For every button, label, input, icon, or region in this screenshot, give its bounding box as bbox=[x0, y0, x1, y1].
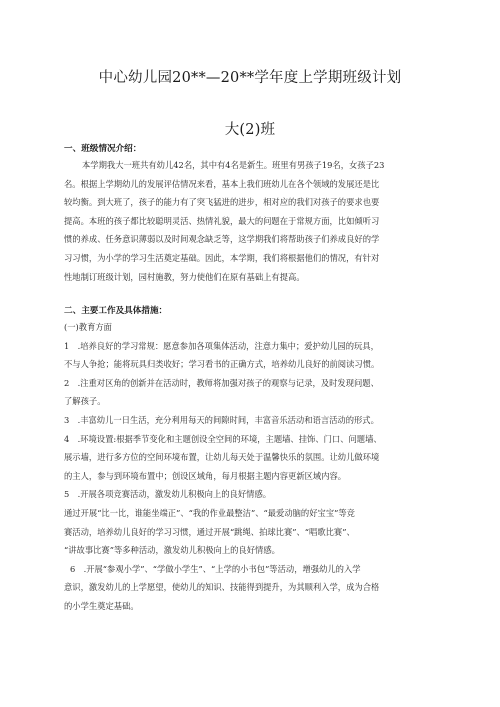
list-item-6-line: 的小学生奠定基础。 bbox=[64, 600, 139, 611]
list-item-6-line: 意识，激发幼儿的上学愿望，使幼儿的知识、技能得到提升，为其顺利入学，成为合格 bbox=[64, 582, 380, 593]
list-item-6-line: 6 .开展“参观小学”、“学做小学生”、“上学的小书包”等活动，增强幼儿的入学 bbox=[70, 563, 361, 574]
list-item-1-line: 1 .培养良好的学习常规：愿意参加各项集体活动，注意力集中；爱护幼儿园的玩具， bbox=[64, 340, 379, 351]
list-item-1-line: 不与人争抢；能将玩具归类收好；学习看书的正确方式，培养幼儿良好的前阅读习惯。 bbox=[64, 359, 380, 370]
paragraph-line: 名。根据上学期幼儿的发展评估情况来看，基本上我们班幼儿在各个领域的发展还是比 bbox=[64, 178, 380, 189]
list-item-2-line: 了解孩子。 bbox=[64, 396, 106, 407]
education-section bbox=[64, 318, 436, 616]
paragraph-line: 本学期我大一班共有幼儿42名，其中有4名是新生。班里有男孩子19名，女孩子23 bbox=[82, 160, 385, 170]
section-heading-class-info: 一、班级情况介绍： bbox=[64, 144, 142, 154]
paragraph-line: 惯的养成、任务意识薄弱以及时间观念缺乏等，这学期我们将帮助孩子们养成良好的学 bbox=[64, 234, 380, 245]
class-info-paragraph bbox=[64, 156, 436, 286]
list-item-5-line: 通过开展“比一比，谁能坐端正”、“我的作业最整洁”、“最爱动脑的好宝宝”等竞 bbox=[64, 507, 355, 518]
section-heading-work-measures: 二、主要工作及具体措施： bbox=[64, 306, 168, 316]
class-name: 大(2)班 bbox=[224, 122, 276, 138]
list-item-4-line: 展示墙，进行多方位的空间环境布置，让幼儿每天处于温馨快乐的氛围。让幼儿做环境 bbox=[64, 452, 380, 463]
list-item-5-line: 5 .开展各项竞赛活动，激发幼儿积极向上的良好情感。 bbox=[64, 489, 272, 500]
list-item-4-line: 的主人，参与到环境布置中；创设区域角，每月根据主题内容更新区域内容。 bbox=[64, 470, 347, 481]
list-item-2-line: 2 .注重对区角的创新并在活动时，教师将加强对孩子的观察与记录，及时发现问题、 bbox=[64, 377, 379, 388]
list-item-5-line: 赛活动，培养幼儿良好的学习习惯，通过开展“跳绳、拍球比赛”、“唱歌比赛”、 bbox=[64, 526, 355, 537]
paragraph-line: 提高。本班的孩子都比较聪明灵活、热情礼貌，最大的问题在于常规方面，比如倾听习 bbox=[64, 215, 380, 226]
paragraph-line: 性地制订班级计划，园村施教，努力使他们在原有基础上有提高。 bbox=[64, 271, 305, 282]
sub-heading-education: (一)教育方面 bbox=[64, 322, 112, 332]
list-item-3-line: 3 .丰富幼儿一日生活，充分利用每天的间隙时间，丰富音乐活动和语言活动的形式。 bbox=[64, 414, 379, 425]
list-item-5-line: “讲故事比赛”等多种活动，激发幼儿积极向上的良好情感。 bbox=[64, 545, 280, 556]
document-title: 中心幼儿园20**—20**学年度上学期班级计划 bbox=[98, 70, 402, 86]
paragraph-line: 习习惯，为小学的学习生活奠定基础。因此，本学期，我们将根据他们的情况，有针对 bbox=[64, 252, 380, 263]
list-item-4-line: 4 .环境设置:根据季节变化和主题创设全空间的环境，主题墙、挂饰、门口、问题墙、 bbox=[64, 433, 382, 444]
paragraph-line: 较均衡。到大班了，孩子的能力有了突飞猛进的进步，相对应的我们对孩子的要求也要 bbox=[64, 197, 380, 208]
